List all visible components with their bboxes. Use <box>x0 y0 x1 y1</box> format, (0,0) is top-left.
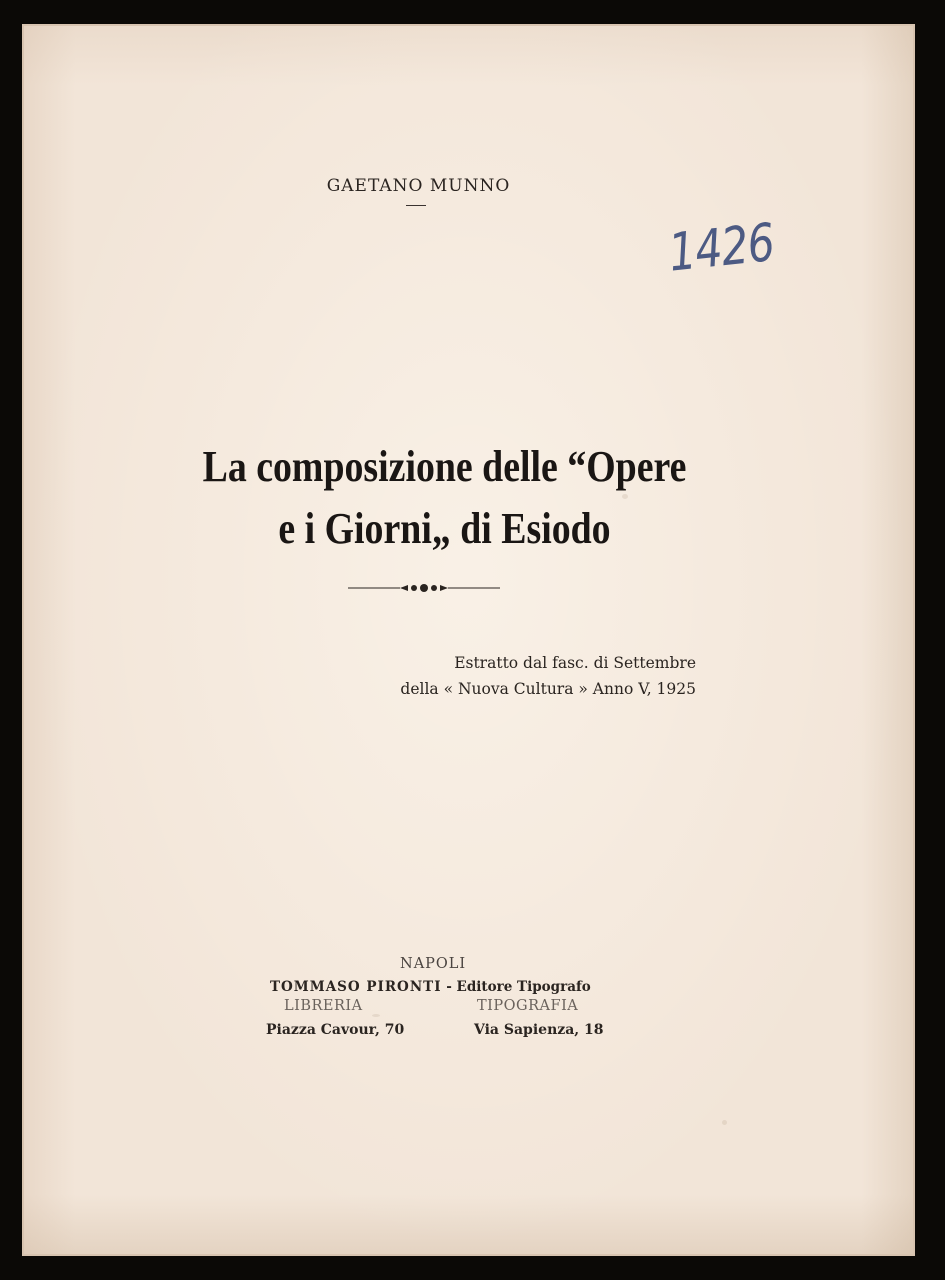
imprint-city: NAPOLI <box>400 956 467 972</box>
publisher-name: TOMMASO PIRONTI <box>270 979 442 995</box>
printshop-label: TIPOGRAFIA <box>477 998 579 1014</box>
publisher-role: - Editore Tipografo <box>446 979 591 995</box>
author-name: GAETANO MUNNO <box>326 176 511 196</box>
bookshop-label: LIBRERIA <box>284 998 363 1014</box>
extract-line-1: Estratto dal fasc. di Settembre <box>454 654 696 672</box>
bookshop-address: Piazza Cavour, 70 <box>266 1022 405 1038</box>
paper-spot <box>372 1014 380 1017</box>
extract-note <box>366 650 696 702</box>
paper-spot <box>722 1120 727 1125</box>
printshop-address: Via Sapienza, 18 <box>474 1022 604 1038</box>
title-line-1: La composizione delle “Opere <box>202 442 687 491</box>
author-underline <box>406 205 426 206</box>
ornament-icon <box>348 580 500 596</box>
document-title <box>61 436 829 560</box>
pamphlet-cover <box>22 24 915 1256</box>
extract-line-2: della « Nuova Cultura » Anno V, 1925 <box>400 680 696 698</box>
imprint-publisher <box>270 979 591 995</box>
handwritten-catalog-number: 1426 <box>666 212 777 284</box>
title-line-2: e i Giorni„ di Esiodo <box>278 504 611 553</box>
